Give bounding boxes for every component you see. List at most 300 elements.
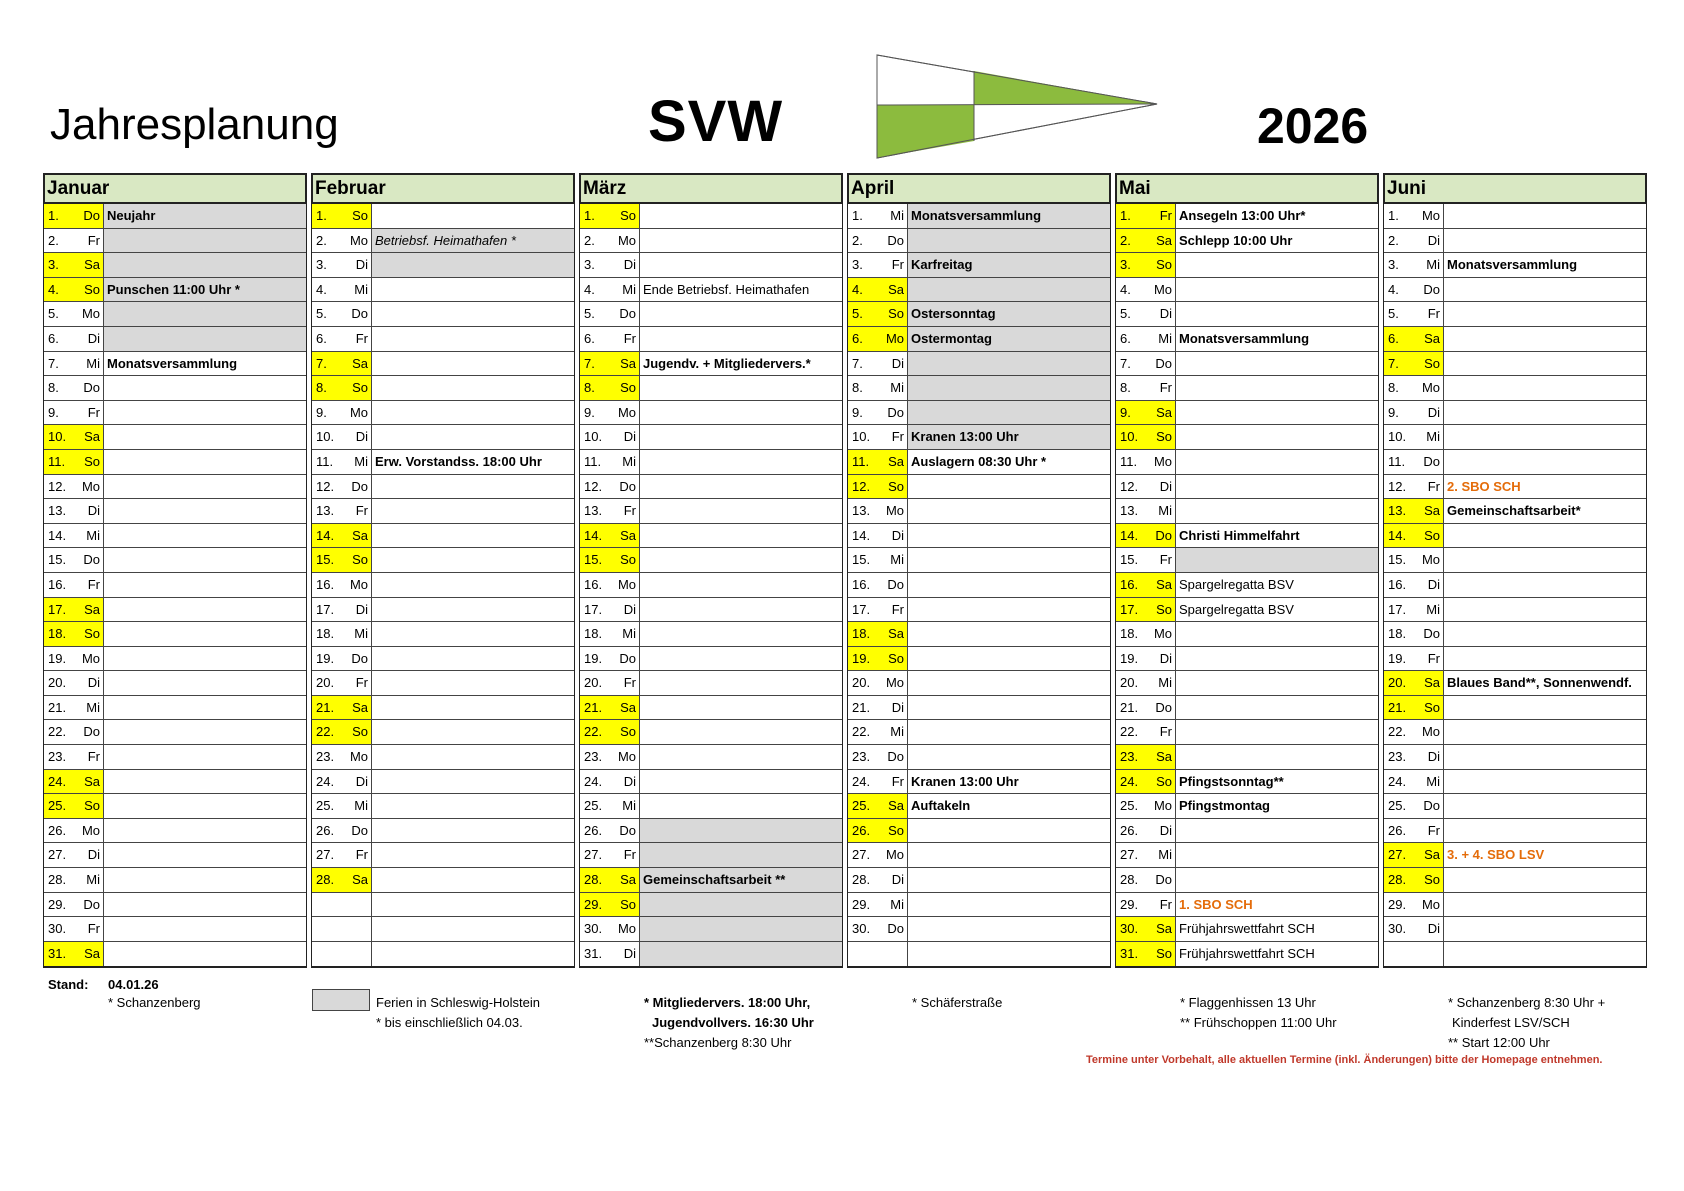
event-cell bbox=[372, 819, 574, 843]
day-number: 26. bbox=[1120, 822, 1139, 838]
weekday-label: Mi bbox=[1158, 330, 1172, 346]
weekday-label: Mo bbox=[885, 330, 904, 346]
day-row bbox=[1384, 376, 1646, 401]
weekday-label: Fr bbox=[623, 330, 636, 346]
day-cell bbox=[848, 598, 908, 622]
day-cell bbox=[312, 819, 372, 843]
event-cell bbox=[372, 671, 574, 695]
day-number: 21. bbox=[1388, 699, 1407, 715]
weekday-label: Fr bbox=[1159, 380, 1172, 396]
day-cell bbox=[1384, 278, 1444, 302]
day-number: 30. bbox=[852, 921, 871, 937]
weekday-label: Mo bbox=[1153, 281, 1172, 297]
day-row bbox=[312, 893, 574, 918]
event-cell bbox=[908, 868, 1110, 892]
day-cell-highlighted bbox=[1384, 524, 1444, 548]
day-number: 30. bbox=[48, 921, 67, 937]
event-cell-holiday: Ostersonntag bbox=[908, 302, 1110, 326]
day-cell-highlighted bbox=[580, 204, 640, 228]
weekday-label: So bbox=[84, 626, 100, 642]
day-number: 26. bbox=[316, 822, 335, 838]
day-row bbox=[580, 868, 842, 893]
day-cell bbox=[1384, 819, 1444, 843]
day-number: 10. bbox=[584, 429, 603, 445]
event-cell bbox=[104, 917, 306, 941]
day-number: 19. bbox=[1120, 650, 1139, 666]
day-row bbox=[1384, 647, 1646, 672]
day-number: 20. bbox=[1120, 675, 1139, 691]
event-cell bbox=[104, 622, 306, 646]
day-cell-highlighted bbox=[1116, 573, 1176, 597]
event-cell bbox=[372, 204, 574, 228]
day-cell-highlighted bbox=[848, 647, 908, 671]
day-row bbox=[848, 425, 1110, 450]
day-cell-highlighted bbox=[848, 302, 908, 326]
day-cell bbox=[848, 425, 908, 449]
day-cell bbox=[312, 253, 372, 277]
day-number: 10. bbox=[316, 429, 335, 445]
day-row bbox=[312, 794, 574, 819]
day-number: 17. bbox=[584, 601, 603, 617]
day-number: 7. bbox=[48, 355, 59, 371]
day-row bbox=[44, 794, 306, 819]
day-number: 27. bbox=[316, 847, 335, 863]
day-number: 18. bbox=[584, 626, 603, 642]
weekday-label: Fr bbox=[891, 601, 904, 617]
weekday-label: Mi bbox=[1426, 429, 1440, 445]
weekday-label: Mo bbox=[617, 749, 636, 765]
day-row bbox=[1384, 302, 1646, 327]
event-cell bbox=[640, 696, 842, 720]
event-cell bbox=[1444, 548, 1646, 572]
day-number: 18. bbox=[48, 626, 67, 642]
day-number: 13. bbox=[48, 503, 67, 519]
day-row bbox=[1116, 327, 1378, 352]
day-number: 22. bbox=[1388, 724, 1407, 740]
event-cell-holiday bbox=[640, 843, 842, 867]
day-cell bbox=[1116, 548, 1176, 572]
day-cell-highlighted bbox=[1384, 843, 1444, 867]
weekday-label: Do bbox=[351, 822, 368, 838]
day-row bbox=[1116, 475, 1378, 500]
weekday-label: Do bbox=[1155, 699, 1172, 715]
day-cell bbox=[848, 548, 908, 572]
day-number: 27. bbox=[852, 847, 871, 863]
day-cell bbox=[848, 499, 908, 523]
weekday-label: So bbox=[888, 650, 904, 666]
day-cell-highlighted bbox=[44, 253, 104, 277]
day-cell-highlighted bbox=[580, 524, 640, 548]
day-row bbox=[312, 573, 574, 598]
day-cell bbox=[1116, 843, 1176, 867]
day-cell bbox=[580, 843, 640, 867]
day-row bbox=[580, 671, 842, 696]
day-number: 15. bbox=[1388, 552, 1407, 568]
day-cell bbox=[312, 893, 372, 917]
day-number: 6. bbox=[852, 330, 863, 346]
day-cell-highlighted bbox=[1384, 327, 1444, 351]
day-cell bbox=[1384, 450, 1444, 474]
weekday-label: Mo bbox=[617, 232, 636, 248]
event-cell bbox=[908, 622, 1110, 646]
event-cell-holiday bbox=[1176, 548, 1378, 572]
weekday-label: Di bbox=[623, 773, 636, 789]
weekday-label: So bbox=[1156, 773, 1172, 789]
month-column-januar bbox=[43, 173, 305, 968]
event-cell bbox=[104, 548, 306, 572]
day-cell bbox=[580, 499, 640, 523]
day-cell bbox=[44, 843, 104, 867]
day-number: 25. bbox=[1120, 798, 1139, 814]
day-row bbox=[1384, 253, 1646, 278]
day-cell-highlighted bbox=[312, 720, 372, 744]
day-cell-highlighted bbox=[580, 376, 640, 400]
day-cell-highlighted bbox=[1384, 868, 1444, 892]
weekday-label: Do bbox=[1155, 527, 1172, 543]
day-number: 26. bbox=[852, 822, 871, 838]
day-row bbox=[848, 720, 1110, 745]
weekday-label: Di bbox=[355, 429, 368, 445]
day-number: 16. bbox=[584, 576, 603, 592]
day-cell bbox=[848, 696, 908, 720]
day-cell bbox=[44, 893, 104, 917]
event-cell bbox=[1444, 819, 1646, 843]
day-cell bbox=[44, 868, 104, 892]
day-row bbox=[312, 450, 574, 475]
day-row bbox=[848, 770, 1110, 795]
weekday-label: Mi bbox=[1426, 601, 1440, 617]
event-cell bbox=[640, 229, 842, 253]
day-cell bbox=[1116, 893, 1176, 917]
event-cell: Gemeinschaftsarbeit* bbox=[1447, 503, 1581, 519]
day-cell bbox=[312, 475, 372, 499]
event-cell bbox=[1176, 425, 1378, 449]
event-cell bbox=[908, 893, 1110, 917]
day-number: 28. bbox=[316, 872, 335, 888]
month-column-april bbox=[847, 173, 1109, 968]
day-number: 30. bbox=[584, 921, 603, 937]
day-row bbox=[848, 647, 1110, 672]
day-number: 4. bbox=[852, 281, 863, 297]
event-cell bbox=[372, 893, 574, 917]
day-row bbox=[44, 696, 306, 721]
event-cell: Blaues Band**, Sonnenwendf. bbox=[1447, 675, 1632, 691]
day-number: 2. bbox=[48, 232, 59, 248]
weekday-label: Do bbox=[83, 380, 100, 396]
event-cell bbox=[1176, 475, 1378, 499]
event-cell: Spargelregatta BSV bbox=[1179, 601, 1294, 617]
day-cell-highlighted bbox=[848, 819, 908, 843]
day-row bbox=[848, 401, 1110, 426]
weekday-label: Sa bbox=[1156, 232, 1172, 248]
day-number: 9. bbox=[48, 404, 59, 420]
weekday-label: Sa bbox=[352, 699, 368, 715]
weekday-label: Mi bbox=[86, 527, 100, 543]
day-row bbox=[44, 253, 306, 278]
day-row bbox=[1384, 843, 1646, 868]
event-cell bbox=[908, 548, 1110, 572]
day-row bbox=[312, 327, 574, 352]
day-cell-highlighted bbox=[44, 622, 104, 646]
day-number: 3. bbox=[316, 257, 327, 273]
event-cell bbox=[640, 425, 842, 449]
day-row bbox=[44, 302, 306, 327]
day-number: 28. bbox=[1388, 872, 1407, 888]
day-cell bbox=[1116, 352, 1176, 376]
day-row bbox=[312, 425, 574, 450]
event-cell bbox=[908, 942, 1110, 967]
day-number: 15. bbox=[852, 552, 871, 568]
day-number: 22. bbox=[1120, 724, 1139, 740]
day-row bbox=[44, 868, 306, 893]
day-number: 9. bbox=[1388, 404, 1399, 420]
day-row bbox=[580, 573, 842, 598]
day-row bbox=[580, 475, 842, 500]
day-cell bbox=[848, 253, 908, 277]
event-cell: Auftakeln bbox=[911, 798, 971, 814]
event-cell bbox=[372, 278, 574, 302]
event-cell bbox=[1176, 253, 1378, 277]
day-row bbox=[1116, 499, 1378, 524]
event-cell bbox=[104, 868, 306, 892]
event-cell: Ansegeln 13:00 Uhr* bbox=[1179, 208, 1306, 223]
day-cell bbox=[1384, 253, 1444, 277]
event-cell bbox=[1444, 868, 1646, 892]
day-cell bbox=[580, 942, 640, 967]
footnote-juni-2: Kinderfest LSV/SCH bbox=[1452, 1015, 1570, 1030]
day-number: 11. bbox=[48, 453, 66, 469]
day-cell bbox=[44, 475, 104, 499]
day-cell bbox=[312, 671, 372, 695]
day-cell bbox=[1116, 327, 1176, 351]
day-row bbox=[580, 352, 842, 377]
weekday-label: Do bbox=[83, 896, 100, 912]
day-row bbox=[848, 229, 1110, 254]
day-cell bbox=[1116, 868, 1176, 892]
day-row bbox=[44, 499, 306, 524]
event-cell bbox=[104, 893, 306, 917]
event-cell-holiday: Betriebsf. Heimathafen * bbox=[372, 229, 574, 253]
day-row bbox=[1384, 327, 1646, 352]
day-row bbox=[312, 598, 574, 623]
weekday-label: Do bbox=[1155, 872, 1172, 888]
event-cell bbox=[1176, 720, 1378, 744]
day-row bbox=[580, 376, 842, 401]
day-cell bbox=[44, 327, 104, 351]
day-number: 11. bbox=[584, 453, 602, 469]
day-row bbox=[1384, 893, 1646, 918]
day-cell-highlighted bbox=[848, 794, 908, 818]
day-row bbox=[580, 524, 842, 549]
event-cell: Christi Himmelfahrt bbox=[1179, 527, 1300, 543]
day-row bbox=[312, 745, 574, 770]
day-cell bbox=[44, 573, 104, 597]
day-number: 9. bbox=[1120, 404, 1131, 420]
day-number: 1. bbox=[48, 208, 59, 223]
day-number: 20. bbox=[316, 675, 335, 691]
day-cell bbox=[1384, 893, 1444, 917]
day-number: 6. bbox=[48, 330, 59, 346]
weekday-label: Do bbox=[887, 404, 904, 420]
event-cell bbox=[908, 647, 1110, 671]
day-cell bbox=[1384, 917, 1444, 941]
month-header: Mai bbox=[1115, 173, 1379, 204]
day-number: 10. bbox=[1120, 429, 1139, 445]
event-cell: Pfingstsonntag** bbox=[1179, 773, 1284, 789]
weekday-label: Fr bbox=[891, 773, 904, 789]
event-cell bbox=[104, 573, 306, 597]
day-cell-highlighted bbox=[580, 352, 640, 376]
weekday-label: Mi bbox=[890, 896, 904, 912]
weekday-label: Do bbox=[83, 724, 100, 740]
event-cell bbox=[1444, 327, 1646, 351]
weekday-label: Mo bbox=[617, 404, 636, 420]
day-number: 4. bbox=[1120, 281, 1131, 297]
weekday-label: Do bbox=[887, 749, 904, 765]
day-number: 15. bbox=[316, 552, 335, 568]
day-row bbox=[312, 302, 574, 327]
day-cell bbox=[1116, 696, 1176, 720]
event-cell bbox=[372, 425, 574, 449]
event-cell bbox=[104, 524, 306, 548]
day-number: 23. bbox=[48, 749, 67, 765]
event-cell: Monatsversammlung bbox=[1447, 257, 1578, 273]
day-row bbox=[1384, 598, 1646, 623]
day-row bbox=[44, 647, 306, 672]
day-row bbox=[312, 671, 574, 696]
day-number: 6. bbox=[316, 330, 327, 346]
weekday-label: Mi bbox=[86, 699, 100, 715]
day-row bbox=[44, 573, 306, 598]
day-row bbox=[1116, 647, 1378, 672]
day-row bbox=[312, 499, 574, 524]
event-cell bbox=[104, 942, 306, 967]
weekday-label: Di bbox=[355, 601, 368, 617]
day-number: 24. bbox=[1388, 773, 1407, 789]
day-number: 29. bbox=[1120, 896, 1139, 912]
weekday-label: Sa bbox=[84, 945, 100, 961]
day-cell bbox=[44, 524, 104, 548]
day-number: 20. bbox=[584, 675, 603, 691]
weekday-label: Mo bbox=[1153, 453, 1172, 469]
event-cell bbox=[1176, 622, 1378, 646]
page-title: Jahresplanung bbox=[50, 100, 339, 149]
weekday-label: Mi bbox=[354, 281, 368, 297]
day-row bbox=[580, 745, 842, 770]
day-row bbox=[580, 942, 842, 967]
day-row bbox=[44, 401, 306, 426]
weekday-label: Di bbox=[623, 257, 636, 273]
day-row bbox=[1116, 253, 1378, 278]
weekday-label: So bbox=[352, 724, 368, 740]
weekday-label: Mo bbox=[81, 822, 100, 838]
day-row bbox=[312, 278, 574, 303]
day-row bbox=[312, 622, 574, 647]
day-number: 27. bbox=[48, 847, 67, 863]
day-row bbox=[44, 917, 306, 942]
weekday-label: So bbox=[620, 208, 636, 223]
day-cell bbox=[312, 942, 372, 967]
day-row bbox=[580, 917, 842, 942]
day-cell bbox=[580, 671, 640, 695]
day-number: 13. bbox=[1120, 503, 1139, 519]
day-cell bbox=[848, 770, 908, 794]
day-cell bbox=[1116, 720, 1176, 744]
day-number: 1. bbox=[1388, 208, 1399, 223]
event-cell bbox=[640, 745, 842, 769]
day-number: 1. bbox=[1120, 208, 1131, 223]
day-row bbox=[580, 401, 842, 426]
day-cell bbox=[1116, 819, 1176, 843]
day-number: 9. bbox=[852, 404, 863, 420]
day-cell bbox=[1116, 671, 1176, 695]
day-number: 8. bbox=[584, 380, 595, 396]
day-row bbox=[1384, 204, 1646, 229]
day-cell bbox=[44, 401, 104, 425]
weekday-label: So bbox=[352, 380, 368, 396]
day-cell bbox=[312, 278, 372, 302]
day-row bbox=[1116, 573, 1378, 598]
day-row bbox=[312, 647, 574, 672]
weekday-label: Sa bbox=[352, 872, 368, 888]
event-cell bbox=[372, 475, 574, 499]
day-number: 28. bbox=[584, 872, 603, 888]
day-row bbox=[1116, 229, 1378, 254]
event-cell bbox=[908, 598, 1110, 622]
day-row bbox=[44, 819, 306, 844]
day-number: 6. bbox=[584, 330, 595, 346]
weekday-label: Di bbox=[891, 872, 904, 888]
day-row bbox=[1384, 622, 1646, 647]
day-cell-highlighted bbox=[580, 720, 640, 744]
day-cell-highlighted bbox=[848, 475, 908, 499]
event-cell bbox=[1444, 598, 1646, 622]
weekday-label: Mo bbox=[349, 404, 368, 420]
day-number: 8. bbox=[1388, 380, 1399, 396]
weekday-label: Sa bbox=[888, 281, 904, 297]
weekday-label: Sa bbox=[888, 453, 904, 469]
day-number: 20. bbox=[1388, 675, 1407, 691]
day-row bbox=[312, 229, 574, 254]
day-number: 10. bbox=[852, 429, 871, 445]
event-cell bbox=[1444, 696, 1646, 720]
day-cell bbox=[580, 327, 640, 351]
event-cell bbox=[372, 843, 574, 867]
event-cell bbox=[1176, 696, 1378, 720]
event-cell bbox=[1444, 622, 1646, 646]
event-cell bbox=[640, 598, 842, 622]
day-number: 2. bbox=[316, 232, 327, 248]
weekday-label: Do bbox=[351, 650, 368, 666]
event-cell bbox=[372, 302, 574, 326]
day-row bbox=[848, 942, 1110, 967]
event-cell bbox=[908, 671, 1110, 695]
event-cell-holiday: Kranen 13:00 Uhr bbox=[908, 425, 1110, 449]
event-cell bbox=[1444, 770, 1646, 794]
day-row bbox=[848, 696, 1110, 721]
day-row bbox=[580, 548, 842, 573]
day-row bbox=[1116, 942, 1378, 967]
day-cell-highlighted bbox=[1384, 352, 1444, 376]
day-number: 30. bbox=[1388, 921, 1407, 937]
weekday-label: Mo bbox=[1153, 626, 1172, 642]
event-cell bbox=[104, 425, 306, 449]
day-row bbox=[1384, 819, 1646, 844]
day-row bbox=[44, 671, 306, 696]
day-row bbox=[848, 376, 1110, 401]
day-cell-highlighted bbox=[312, 352, 372, 376]
day-number: 7. bbox=[584, 355, 595, 371]
